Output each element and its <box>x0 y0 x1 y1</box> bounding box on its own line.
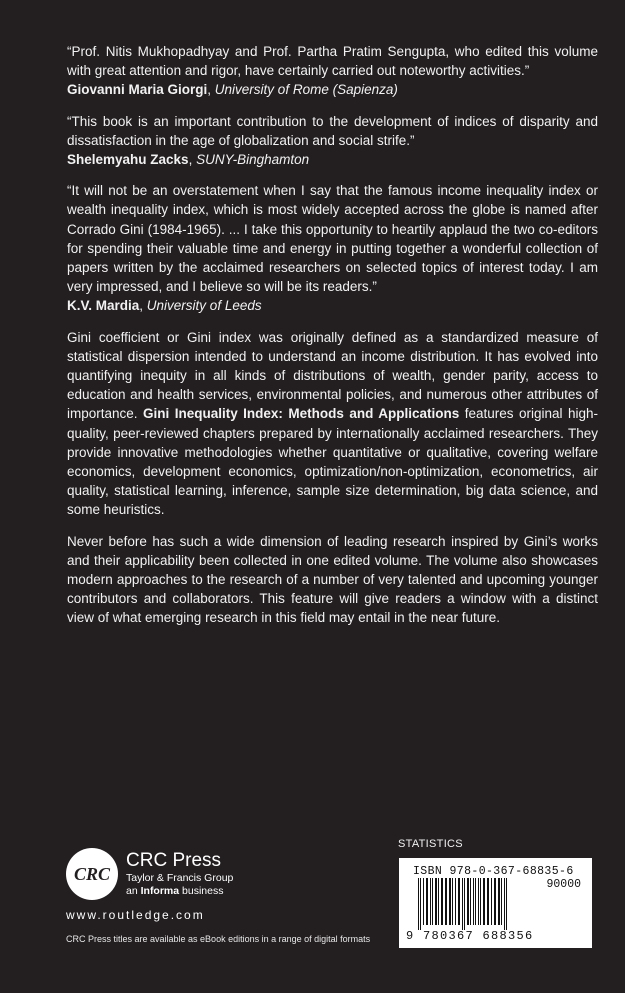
barcode-bar <box>504 878 505 930</box>
isbn-number: ISBN 978-0-367-68835-6 <box>413 865 574 878</box>
barcode-bar <box>455 878 456 925</box>
quote-block <box>67 112 598 170</box>
barcode-bar <box>423 878 424 925</box>
quote-attribution: Giovanni Maria Giorgi, University of Rome (Sapienza) <box>67 82 398 98</box>
description-text: features original high-quality, peer-reviewed chapters prepared by internationally acclaimed researchers. They provide innovative methodologies whether quantitative or qualitative, covering welfare economics, development economics, optimization/non-optimization, econometrics, air quality, statistical learning, inference, sample size determination, big data science, and some heuristics. <box>67 406 598 518</box>
barcode-bar <box>483 878 485 925</box>
quote-author: Shelemyahu Zacks <box>67 152 189 168</box>
barcode-bar <box>430 878 431 925</box>
business-suffix: business <box>179 885 224 897</box>
barcode-bar <box>473 878 474 925</box>
barcode-bar <box>475 878 476 925</box>
barcode-bar <box>470 878 471 925</box>
price-code: 90000 <box>546 878 581 891</box>
barcode-bar <box>506 878 507 930</box>
barcode-bar <box>445 878 447 925</box>
barcode-bar <box>458 878 460 925</box>
barcode-bar <box>426 878 428 925</box>
barcode-bar <box>467 878 469 925</box>
barcode-bar <box>501 878 502 925</box>
barcode-bar <box>480 878 481 925</box>
barcode-bar <box>432 878 433 925</box>
quote-author: Giovanni Maria Giorgi <box>67 82 208 98</box>
description-text: Gini coefficient or Gini index was originally defined as a standardized measure of statistical dispersion intended to understand an income distribution. It has evolved into quantifying inequity in all kinds of distributions of wealth, gender parity, access to education and health services, environmental policies, and numerous other attributes of importance. <box>67 329 598 422</box>
barcode-bar <box>449 878 451 925</box>
back-cover-content <box>67 42 598 640</box>
description-paragraph <box>67 328 598 520</box>
barcode-bar <box>462 878 463 930</box>
publisher-website[interactable]: www.routledge.com <box>66 908 205 922</box>
quote-text: “Prof. Nitis Mukhopadhyay and Prof. Partha Pratim Sengupta, who edited this volume with great attention and rigor, have certainly carried out noteworthy activities.” <box>67 44 598 79</box>
quote-text: “It will not be an overstatement when I say that the famous income inequality index or wealth inequality index, which is most widely accepted across the globe is named after Corrado Gini (1984-1965). ... I take this opportunity to heartily applaud the two co-editors for spending their valuable time and energy in putting together a wonderful collection of papers written by the acclaimed researchers on selected topics of interest today. I am very impressed, and I believe so will be its readers.” <box>67 183 598 295</box>
publisher-info <box>126 850 233 898</box>
barcode-bar <box>498 878 500 925</box>
crc-logo-icon <box>66 848 118 900</box>
quote-author: K.V. Mardia <box>67 298 140 314</box>
barcode-bar <box>487 878 489 925</box>
publisher-name: CRC Press <box>126 850 222 871</box>
quote-block <box>67 181 598 315</box>
barcode-bar <box>435 878 437 925</box>
quote-attribution: K.V. Mardia, University of Leeds <box>67 298 262 314</box>
quote-affiliation: SUNY-Binghamton <box>196 152 310 168</box>
crc-logo-text: CRC <box>73 864 111 884</box>
quote-block <box>67 42 598 100</box>
barcode-digits: 9 780367 688356 <box>406 929 534 943</box>
publisher-block <box>66 848 233 922</box>
ebook-note: CRC Press titles are available as eBook editions in a range of digital formats <box>66 934 371 944</box>
publisher-business <box>126 885 233 898</box>
business-prefix: an <box>126 885 141 897</box>
quote-affiliation: University of Rome (Sapienza) <box>214 82 398 98</box>
quote-affiliation: University of Leeds <box>146 298 262 314</box>
book-title: Gini Inequality Index: Methods and Applications <box>143 406 460 422</box>
quote-text: “This book is an important contribution to the development of indices of disparity and dissatisfaction in the age of globalization and social strife.” <box>67 113 598 148</box>
category-label: STATISTICS <box>398 838 463 850</box>
publisher-logo-row <box>66 848 233 900</box>
crc-logo <box>66 848 118 900</box>
business-name: Informa <box>140 885 180 897</box>
barcode-bar <box>464 878 465 930</box>
barcode-bar <box>478 878 479 925</box>
barcode-bar <box>491 878 492 925</box>
barcode-bar <box>441 878 443 925</box>
description-paragraph: Never before has such a wide dimension of leading research inspired by Gini’s works and their applicability been collected in one edited volume. The volume also showcases modern approaches to the research of a number of very talented and upcoming younger contributors and collaborators. This feature will give readers a window with a distinct view of what emerging research in this field may entail in the near future. <box>67 533 598 626</box>
quote-attribution: Shelemyahu Zacks, SUNY-Binghamton <box>67 152 310 168</box>
isbn-barcode <box>399 858 592 948</box>
publisher-group: Taylor & Francis Group <box>126 872 234 884</box>
barcode-bar <box>494 878 496 925</box>
barcode-bar <box>438 878 439 925</box>
barcode-bars <box>416 878 581 930</box>
barcode-bar <box>452 878 453 925</box>
barcode-bar <box>420 878 421 930</box>
barcode-bar <box>418 878 419 930</box>
